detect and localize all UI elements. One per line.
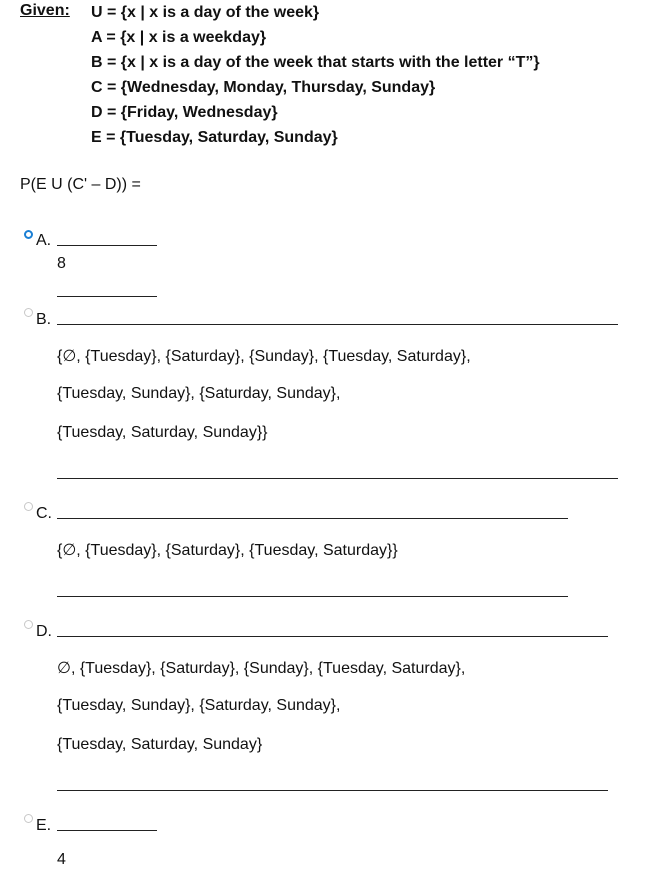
option-b-line-1: {∅, {Tuesday}, {Saturday}, {Sunday}, {Tuesday, Saturday},	[57, 348, 471, 365]
option-b-bottom-rule	[57, 478, 618, 479]
option-e-text: 4	[57, 851, 66, 868]
option-d-line-3: {Tuesday, Saturday, Sunday}	[57, 736, 263, 753]
option-a-bottom-rule	[57, 296, 157, 297]
option-a-radio[interactable]	[24, 230, 33, 239]
set-c: C = {Wednesday, Monday, Thursday, Sunday}	[91, 79, 436, 96]
option-b-line-2: {Tuesday, Sunday}, {Saturday, Sunday},	[57, 385, 341, 402]
option-a-text: 8	[57, 255, 66, 272]
given-label: Given:	[20, 2, 70, 19]
set-e: E = {Tuesday, Saturday, Sunday}	[91, 129, 338, 146]
option-b-radio[interactable]	[24, 308, 33, 317]
option-d-top-rule	[57, 636, 608, 637]
option-d-bottom-rule	[57, 790, 608, 791]
set-b: B = {x | x is a day of the week that starts with the letter “T”}	[91, 54, 540, 71]
option-b-line-3: {Tuesday, Saturday, Sunday}}	[57, 424, 268, 441]
question-text: P(E U (C' – D)) =	[20, 176, 141, 193]
option-c-bottom-rule	[57, 596, 568, 597]
set-a: A = {x | x is a weekday}	[91, 29, 267, 46]
option-d-line-1: ∅, {Tuesday}, {Saturday}, {Sunday}, {Tuesday, Saturday},	[57, 660, 466, 677]
option-b-top-rule	[57, 324, 618, 325]
option-a-letter: A.	[36, 232, 52, 249]
option-b-letter: B.	[36, 311, 52, 328]
option-c-line-1: {∅, {Tuesday}, {Saturday}, {Tuesday, Saturday}}	[57, 542, 398, 559]
set-d: D = {Friday, Wednesday}	[91, 104, 278, 121]
set-u: U = {x | x is a day of the week}	[91, 4, 320, 21]
option-c-letter: C.	[36, 505, 52, 522]
option-d-letter: D.	[36, 623, 52, 640]
option-d-radio[interactable]	[24, 620, 33, 629]
option-d-line-2: {Tuesday, Sunday}, {Saturday, Sunday},	[57, 697, 341, 714]
option-e-letter: E.	[36, 817, 52, 834]
option-c-radio[interactable]	[24, 502, 33, 511]
option-c-top-rule	[57, 518, 568, 519]
option-a-top-rule	[57, 245, 157, 246]
option-e-radio[interactable]	[24, 814, 33, 823]
option-e-top-rule	[57, 830, 157, 831]
